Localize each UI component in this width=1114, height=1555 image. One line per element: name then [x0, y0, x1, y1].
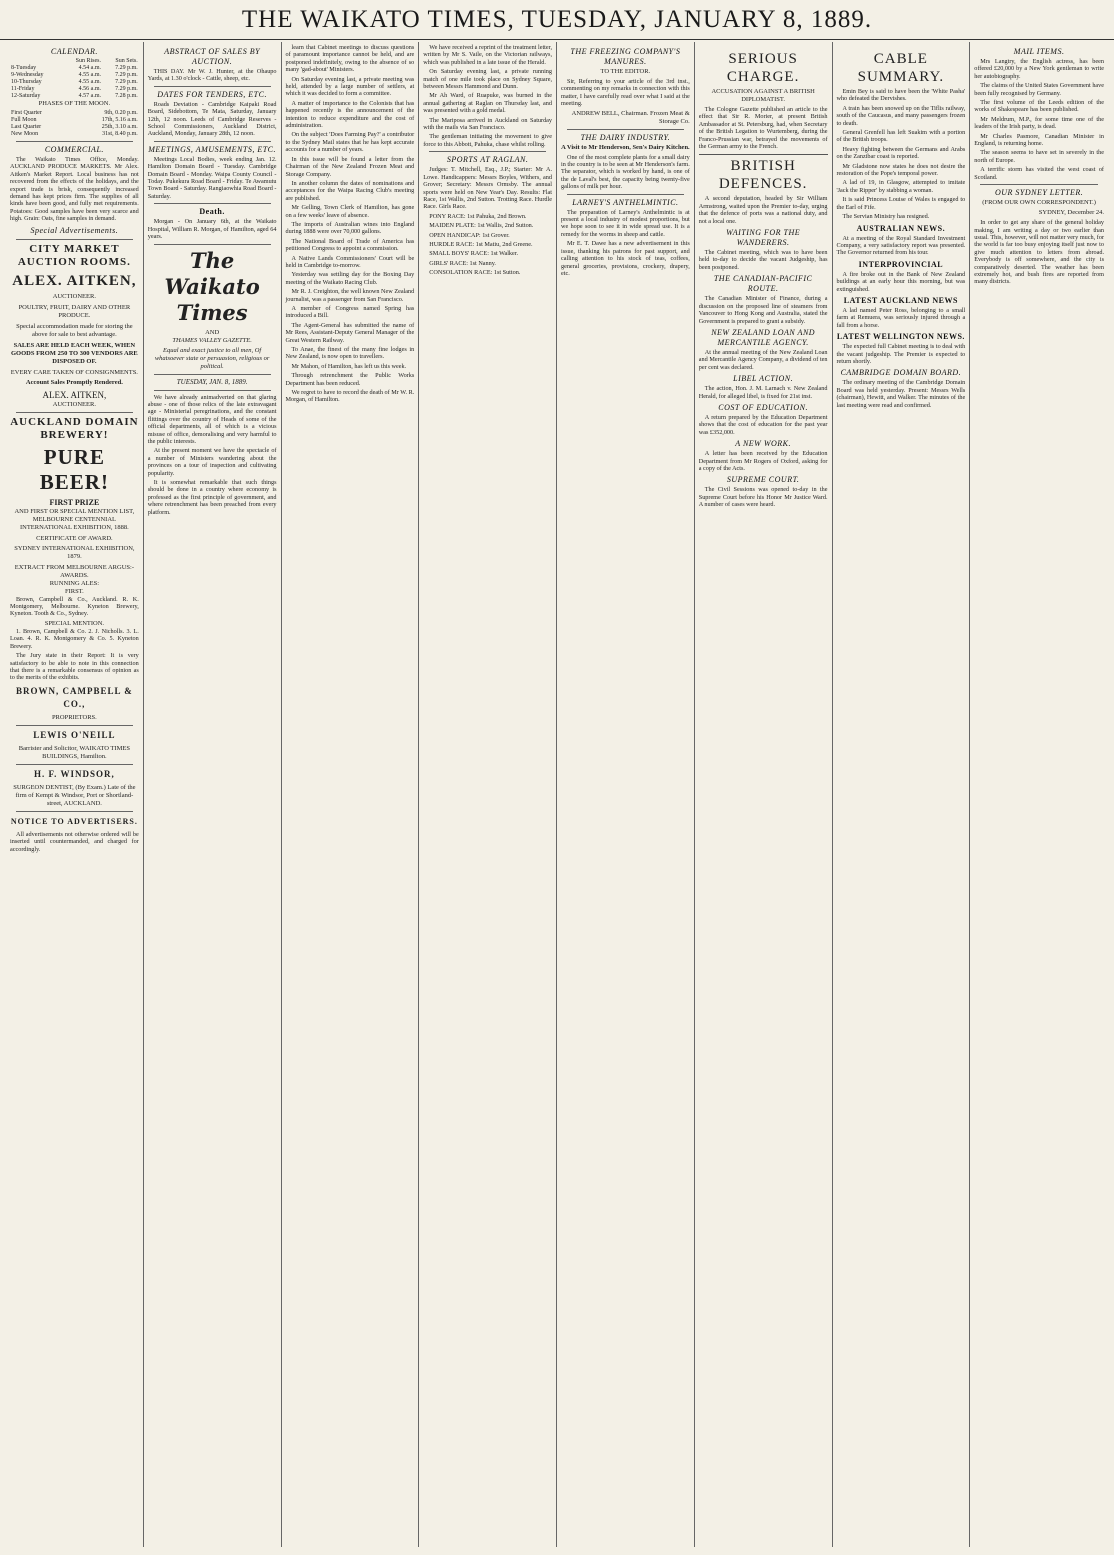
editorial-para-1: We have already animadverted on that glaring abuse - one of those relics of the late extravagant age - Ministerial peregrinations, and the constant flittings over the country of Heads of some of the official departments, all of which is a vicious misuse of office, demoralising and very harmful to the public interests.	[147, 393, 277, 445]
table-row	[10, 124, 139, 131]
cal-rise: 4.57 a.m.	[78, 93, 102, 99]
editorial-para-3: It is somewhat remarkable that such things should be done in a country where economy is professed as the first principle of government, and where retrenchment has been preached from every platform.	[147, 478, 277, 516]
column-2	[144, 42, 282, 1547]
extract-line: EXTRACT FROM MELBOURNE ARGUS:-	[14, 563, 134, 571]
dairy-text: One of the most complete plants for a small dairy in the country is to be seen at Mr Henderson's farm. The separator, which is worked by hand, is one of the de Laval's best, the capacity being twenty-five gallons of milk per hour.	[561, 153, 690, 191]
cambridge-heading: CAMBRIDGE DOMAIN BOARD.	[840, 368, 962, 378]
result-item: HURDLE RACE: 1st Matiu, 2nd Greene.	[429, 240, 533, 248]
auctioneer-label-2: AUCTIONEER.	[52, 400, 96, 408]
phase-time: 31st, 8.40 p.m.	[102, 131, 138, 137]
serious-text: The Cologne Gazette published an article to the effect that Sir R. Morier, at present British Ambassador at St. Petersburg, had, when Secretary of the British Legation to Wurtemberg, during the Franco-Prussian war, betrayed the movements of the German army to the French.	[698, 106, 828, 151]
wellington-news-text: The expected full Cabinet meeting is to deal with the vacant judgeship. The Premier is expected to return shortly.	[836, 343, 966, 365]
phase-name: Full Moon	[11, 117, 37, 123]
phase-time: 17th, 5.16 a.m.	[101, 117, 138, 123]
cal-day: 10-Thursday	[11, 79, 42, 85]
cal-set: 7.29 p.m.	[115, 72, 138, 78]
lewis-oneill: LEWIS O'NEILL	[33, 729, 116, 740]
mail-item: Mr Charles Pasmore, Canadian Minister in England, is returning home.	[974, 132, 1104, 148]
certificate-line: CERTIFICATE OF AWARD.	[36, 534, 113, 542]
every-care-line: EVERY CARE TAKEN OF CONSIGNMENTS.	[10, 368, 138, 376]
divider	[567, 194, 684, 195]
canadian-heading: THE CANADIAN-PACIFIC ROUTE.	[713, 274, 813, 294]
cal-day: 9-Wednesday	[11, 72, 44, 78]
phase-name: New Moon	[11, 131, 39, 137]
cable-item: Heavy fighting between the Germans and Arabs on the Zanzibar coast is reported.	[836, 145, 966, 161]
table-row	[10, 65, 139, 72]
table-row	[10, 72, 139, 79]
paper-title: The Waikato Times	[164, 247, 260, 325]
divider	[980, 184, 1098, 185]
note-item: Through retrenchment the Public Works Department has been reduced.	[285, 372, 415, 387]
col3-para-4: On the subject 'Does Farming Pay?' a contributor to the Sydney Mail states that he has kept accurate accounts for a number of years.	[285, 131, 415, 154]
special-mention-line: SPECIAL MENTION.	[44, 619, 105, 627]
col4-para-1: We have received a reprint of the treatment letter, written by Mr S. Vaile, on the Victorian railways, which was published in a late issue of the Herald.	[423, 44, 552, 66]
jury-text: The Jury state in their Report: It is very satisfactory to be able to note in this connection that there is a remarkable consensus of opinion as to the merits of the exhibits.	[10, 652, 139, 682]
mail-item: The season seems to have set in severely in the north of Europe.	[974, 149, 1104, 164]
cal-set: 7.29 p.m.	[115, 79, 138, 85]
masthead-title: THE WAIKATO TIMES, TUESDAY, JANUARY 8, 1889.	[241, 6, 873, 33]
defences-heading: BRITISH DEFENCES.	[699, 154, 828, 193]
result-item: GIRLS' RACE: 1st Nanny.	[429, 259, 496, 267]
serious-heading: SERIOUS CHARGE.	[726, 51, 800, 85]
running-ales-line: RUNNING ALES:	[49, 579, 100, 587]
cal-col-0	[10, 58, 61, 65]
notice-text: All advertisements not otherwise ordered will be inserted until countermanded, and charged for accordingly.	[10, 830, 139, 853]
education-heading: COST OF EDUCATION.	[718, 402, 808, 412]
nzloan-heading: NEW ZEALAND LOAN AND MERCANTILE AGENCY.	[711, 327, 816, 347]
cal-rise: 4.55 a.m.	[78, 79, 102, 85]
issue-date: TUESDAY, JAN. 8, 1889.	[176, 377, 248, 386]
table-row	[10, 131, 139, 138]
note-item: Mr Gelling, Town Clerk of Hamilton, has gone on a few weeks' leave of absence.	[285, 204, 415, 219]
melbourne-line: AND FIRST OR SPECIAL MENTION LIST, MELBOURNE CENTENNIAL INTERNATIONAL EXHIBITION, 1888.	[14, 507, 135, 531]
dairy-subheading: A Visit to Mr Henderson, Sen's Dairy Kitchen.	[561, 143, 690, 151]
abstract-heading: ABSTRACT OF SALES BY AUCTION.	[164, 47, 261, 66]
cal-set: 7.28 p.m.	[115, 93, 138, 99]
sydney-letter-heading: OUR SYDNEY LETTER.	[994, 188, 1084, 198]
larney-heading: LARNEY'S ANTHELMINTIC.	[572, 197, 679, 207]
sydney-date: SYDNEY, December 24.	[1038, 209, 1104, 217]
result-item: OPEN HANDICAP: 1st Grover.	[429, 231, 510, 239]
interprovincial-heading: INTERPROVINCIAL	[858, 259, 944, 269]
cal-col-1: Sun Rises.	[75, 58, 102, 64]
divider	[154, 390, 271, 391]
cal-set: 7.29 p.m.	[115, 65, 138, 71]
first-line: FIRST.	[64, 587, 84, 595]
frozen-signature: ANDREW BELL, Chairman. Frozen Meat & Storage Co.	[571, 109, 690, 125]
newwork-text: A letter has been received by the Education Department from Mr Rogers of Oxford, asking for a copy of the Acts.	[698, 450, 828, 472]
proprietors-label: PROPRIETORS.	[51, 713, 97, 721]
abstract-text: THIS DAY. Mr W. J. Hunter, at the Ohaupo Yards, at 1.30 o'clock - Cattle, sheep, etc.	[147, 68, 277, 83]
commercial-heading: COMMERCIAL.	[44, 145, 104, 154]
australian-text: At a meeting of the Royal Standard Investment Company, a very satisfactory report was presented. The Governor returned from his tour.	[836, 234, 966, 257]
special-ads-heading: Special Advertisements.	[30, 225, 119, 235]
col3-para-1: learn that Cabinet meetings to discuss questions of paramount importance cannot be held, and are postponed indefinitely, owing to the absence of so many 'gad-about' Ministers.	[285, 44, 415, 74]
phases-heading: PHASES OF THE MOON.	[38, 100, 111, 107]
waiting-heading: WAITING FOR THE WANDERERS.	[726, 228, 801, 248]
col3-para-2: On Saturday evening last, a private meeting was held, attended by a large number of settlers, at which it was decided to form a committee.	[285, 75, 415, 98]
note-item: A Native Lands Commissioners' Court will be held in Cambridge to-morrow.	[285, 254, 415, 269]
calendar-heading: CALENDAR.	[50, 47, 98, 56]
city-mart-heading: CITY MARKET AUCTION ROOMS.	[17, 242, 131, 268]
sydney-text: In order to get any share of the general holiday making, I am writing a day or two earlier than usual. This, however, will not matter very much, for the world is far too busy enjoying itself just now to give much attention to letters from abroad. Everybody is off somewhere, and the city is comparatively deserted. The weather has been extremely hot, and bush fires are reported from many districts.	[974, 219, 1104, 286]
cal-rise: 4.56 a.m.	[78, 86, 102, 92]
account-sales-line: Account Sales Promptly Rendered.	[25, 378, 123, 386]
defences-text: A second deputation, headed by Sir William Armstrong, waited upon the Premier to-day, urging that the defence of ports was a national duty, and not a local one.	[698, 195, 828, 225]
libel-heading: LIBEL ACTION.	[733, 374, 794, 384]
windsor-name: H. F. WINDSOR,	[33, 768, 115, 779]
cal-rise: 4.54 a.m.	[78, 65, 102, 71]
cable-item: It is said Princess Louise of Wales is engaged to the Earl of Fife.	[836, 196, 966, 211]
note-item: The imports of Australian wines into England during 1888 were over 70,000 gallons.	[285, 220, 415, 236]
mail-item: Mrs Langtry, the English actress, has been offered £20,000 by a New York gentleman to write her autobiography.	[974, 58, 1104, 80]
divider	[154, 203, 271, 204]
cable-item: The Servian Ministry has resigned.	[842, 213, 930, 221]
result-item: PONY RACE: 1st Pahuka, 2nd Brown.	[429, 212, 527, 220]
frozen-heading: THE FREEZING COMPANY'S MANURES.	[570, 47, 681, 66]
awards-line: AWARDS.	[60, 571, 89, 579]
cal-col-2: Sun Sets.	[115, 58, 138, 64]
phase-name: First Quarter	[11, 110, 42, 116]
frozen-to-editor: TO THE EDITOR.	[600, 68, 651, 75]
cable-heading: CABLE SUMMARY.	[857, 51, 945, 85]
table-row	[10, 110, 139, 117]
divider	[16, 811, 133, 812]
note-item: Mr R. J. Creighton, the well known New Zealand journalist, was a passenger from San Francisco.	[285, 288, 415, 303]
table-row	[10, 117, 139, 124]
accommodation-line: Special accommodation made for storing the above for sale to best advantage.	[16, 322, 133, 338]
divider	[16, 141, 133, 142]
calendar-table	[10, 58, 139, 100]
aitken-name-2: ALEX. AITKEN,	[42, 389, 107, 400]
supreme-text: The Civil Sessions was opened to-day in the Supreme Court before his Honor Mr Justice Ward. A number of cases were heard.	[698, 486, 828, 509]
note-item: The National Board of Trade of America has petitioned Congress to appoint a commission.	[285, 237, 415, 253]
table-row	[10, 86, 139, 93]
cal-day: 8-Tuesday	[11, 65, 37, 71]
phase-name: Last Quarter	[11, 124, 42, 130]
phase-time: 9th, 0.20 p.m.	[104, 110, 138, 116]
sydney-exhibition-line: SYDNEY INTERNATIONAL EXHIBITION, 1879.	[14, 544, 135, 560]
dates-text: Roads Deviation - Cambridge Kaipaki Road Board, Sidebottom, Te Mata, Saturday, January 12th, 12 noon. Leeds of Cambridge Reserves - School Commissioners, Auckland District, Auckland, Monday, January 28th, 12 noon.	[147, 100, 277, 138]
libel-text: The action, Hon. J. M. Larnach v. New Zealand Herald, for alleged libel, is fixed for 21st inst.	[698, 385, 828, 400]
brewery-heading: AUCKLAND DOMAIN BREWERY!	[10, 415, 139, 441]
poultry-line: POULTRY, FRUIT, DAIRY AND OTHER PRODUCE.	[18, 303, 131, 319]
column-4	[419, 42, 557, 1547]
col4-para-3: Mr Ah Ward, of Ruapuke, was burned in the annual gathering at Raglan on Thursday last, and was presented with a gold medal.	[423, 92, 552, 115]
paper-motto: Equal and exact justice to all men, Of whatsoever state or persuasion, religious or political.	[154, 346, 270, 370]
col4-para-5: The gentleman initiating the movement to give force to this Abbott, Pahuka, chase whilst rolling.	[423, 133, 552, 148]
note-item: A member of Congress named Spring has introduced a Bill.	[285, 305, 415, 320]
result-item: SMALL BOYS' RACE: 1st Walker.	[429, 250, 519, 258]
divider	[16, 725, 133, 726]
first-prize: FIRST PRIZE	[49, 497, 100, 507]
newwork-heading: A NEW WORK.	[735, 439, 792, 449]
sports-text: Judges: T. Mitchell, Esq., J.P.; Starter: Mr A. Lowe. Handicappers: Messrs Boyles, Withers, and Grover; Secretary: Messrs Ormsby. The annual sports were held on New Year's Day. Results: Flat Race, 1st Wallis, 2nd Sutton. Trotting Race. Hurdle Race. Girls Race.	[423, 166, 552, 211]
note-item: Yesterday was settling day for the Boxing Day meeting of the Waikato Racing Club.	[285, 271, 415, 286]
col4-para-2: On Saturday evening last, a private running match of one mile took place on Sydney Square, between Messrs Hammond and Dunn.	[423, 68, 552, 91]
barrister-line: Barrister and Solicitor, WAIKATO TIMES BUILDINGS, Hamilton.	[18, 744, 130, 760]
frozen-text: Sir, Referring to your article of the 3rd inst., commenting on my remarks in connection with this matter, I have carefully read over what I said at the meeting.	[561, 78, 690, 108]
divider	[16, 239, 133, 240]
note-item: The Agent-General has submitted the name of Mr Rees, Assistant-Deputy General Manager of the Great Western Railway.	[285, 321, 415, 344]
phase-time: 25th, 3.10 a.m.	[101, 124, 138, 130]
canadian-text: The Canadian Minister of Finance, during a discussion on the proposed line of steamers from Vancouver to Hong Kong and Australia, stated the Government is prepared to grant a subsidy.	[698, 295, 828, 325]
divider	[154, 244, 271, 245]
interprovincial-text: A fire broke out in the Bank of New Zealand buildings at an early hour this morning, but was extinguished.	[836, 270, 966, 293]
divider	[154, 374, 271, 375]
meetings-heading: MEETINGS, AMUSEMENTS, ETC.	[148, 144, 276, 154]
masthead	[0, 0, 1114, 40]
editorial-para-2: At the present moment we have the spectacle of a number of Ministers wandering about the provinces on a tour of inspection and cultivating popularity.	[147, 447, 277, 477]
supreme-heading: SUPREME COURT.	[726, 475, 800, 485]
mail-item: Mr Meldrum, M.P., for some time one of the leaders of the Irish party, is dead.	[974, 115, 1104, 131]
cal-rise: 4.55 a.m.	[78, 72, 102, 78]
pure-beer-heading: PURE BEER!	[39, 444, 109, 494]
australian-heading: AUSTRALIAN NEWS.	[856, 223, 946, 233]
result-item: CONSOLATION RACE: 1st Sutton.	[429, 269, 521, 277]
mail-heading: MAIL ITEMS.	[1013, 47, 1065, 56]
aitken-name: ALEX. AITKEN,	[12, 272, 137, 289]
divider	[154, 141, 271, 142]
mail-item: The first volume of the Leeds edition of the works of Shakespeare has been published.	[974, 99, 1104, 114]
note-item: Mr Mahon, of Hamilton, has left us this week.	[291, 362, 407, 370]
cable-item: Emin Bey is said to have been the 'White Pasha' who defeated the Dervishes.	[836, 88, 966, 103]
dawe-text: Mr E. T. Dawe has a new advertisement in this issue, thanking his patrons for past support, and calling attention to his stock of teas, coffees, general groceries, provisions, crockery, drapery, etc.	[561, 240, 690, 277]
dates-heading: DATES FOR TENDERS, ETC.	[157, 89, 267, 99]
paper-subtitle: THAMES VALLEY GAZETTE.	[172, 336, 252, 344]
brown-campbell: BROWN, CAMPBELL & CO.,	[15, 685, 133, 709]
column-1	[6, 42, 144, 1547]
larney-text: The preparation of Larney's Anthelmintic is at present a local industry of modest proportions, but we hope soon to see it in wide spread use. It is a remedy for the worms in sheep and cattle.	[561, 208, 690, 238]
cable-item: A lad of 19, in Glasgow, attempted to imitate 'Jack the Ripper' by stabbing a woman.	[836, 179, 966, 194]
table-row	[10, 79, 139, 86]
dentist-line: SURGEON DENTIST, (By Exam.) Late of the firm of Kempt & Windsor, Port or Shortland-street, AUCKLAND.	[13, 783, 136, 807]
cambridge-text: The ordinary meeting of the Cambridge Domain Board was held yesterday. Present: Messrs Wells (chairman), Hewitt, and Walker. The minutes of the last meeting were read and confirmed.	[836, 379, 966, 409]
divider	[429, 151, 546, 152]
column-5	[557, 42, 695, 1547]
sports-heading: SPORTS AT RAGLAN.	[446, 155, 529, 165]
col4-para-4: The Mariposa arrived in Auckland on Saturday with the mails via San Francisco.	[423, 116, 552, 132]
column-3	[282, 42, 420, 1547]
cal-day: 11-Friday	[11, 86, 35, 92]
cal-day: 12-Saturday	[11, 93, 41, 99]
dairy-heading: THE DAIRY INDUSTRY.	[580, 132, 671, 142]
sydney-from: (FROM OUR OWN CORRESPONDENT.)	[982, 199, 1096, 207]
column-8	[970, 42, 1108, 1547]
newspaper-columns	[6, 42, 1108, 1547]
note-item: We regret to have to record the death of Mr W. R. Morgan, of Hamilton.	[285, 389, 415, 404]
divider	[16, 412, 133, 413]
wellington-news-heading: LATEST WELLINGTON NEWS.	[836, 332, 965, 342]
mail-item: A terrific storm has visited the west coast of Scotland.	[974, 166, 1104, 181]
notice-heading: NOTICE TO ADVERTISERS.	[10, 816, 138, 826]
sales-held-line: SALES ARE HELD EACH WEEK, WHEN GOODS FROM 250 TO 300 VENDORS ARE DISPOSED OF.	[10, 341, 138, 365]
auctioneer-label: AUCTIONEER.	[52, 292, 96, 300]
result-item: MAIDEN PLATE: 1st Wallis, 2nd Sutton.	[429, 222, 534, 230]
cable-item: Mr Gladstone now states he does not desire the restoration of the Pope's temporal power.	[836, 162, 966, 178]
note-item: To Anae, the finest of the many fine lodges in New Zealand, is now open to travellers.	[285, 346, 415, 361]
divider	[567, 129, 684, 130]
paper-and: AND	[205, 328, 220, 336]
auckland-news-heading: LATEST AUCKLAND NEWS	[843, 295, 958, 305]
column-6	[695, 42, 833, 1547]
phases-table	[10, 110, 139, 138]
cal-set: 7.29 p.m.	[115, 86, 138, 92]
education-text: A return prepared by the Education Department shows that the cost of education for the past year was £352,000.	[698, 413, 828, 436]
cable-item: General Grenfell has left Suakim with a portion of the British troops.	[836, 129, 966, 144]
cable-item: A train has been snowed up on the Tiflis railway, south of the Caucasus, and many passengers frozen to death.	[836, 104, 966, 127]
death-heading: Death.	[199, 207, 225, 217]
special-list: 1. Brown, Campbell & Co. 2. J. Nicholls. 3. L. Loan. 4. R. K. Montgomery & Co. 5. Kyneton Brewery.	[10, 627, 139, 650]
meetings-text: Meetings Local Bodies, week ending Jan. 12. Hamilton Domain Board - Tuesday. Cambridge Domain Board - Monday. Waipa County Council - Today. Pukekura Road Board - Friday. Te Awamutu Town Board - Saturday. Rangiaowhia Road Board - Saturday.	[147, 155, 277, 200]
waiting-text: The Cabinet meeting, which was to have been held to-day to decide the vacant Judgeship, has been postponed.	[698, 249, 828, 271]
col3-para-5: In this issue will be found a letter from the Chairman of the New Zealand Frozen Meat and Storage Company.	[285, 155, 415, 178]
divider	[154, 86, 271, 87]
col3-para-3: A matter of importance to the Colonists that has happened recently is the announcement of the intention to reduce expenditure and the cost of administration.	[285, 99, 415, 130]
auckland-news-text: A lad named Peter Ross, belonging to a small farm at Remuera, was seriously injured through a fall from a horse.	[836, 306, 966, 329]
divider	[16, 764, 133, 765]
table-row	[10, 93, 139, 100]
column-7	[833, 42, 971, 1547]
first-list: Brown, Campbell & Co., Auckland. R. K. Montgomery, Melbourne. Kyneton Brewery, Kyneton. Tooth & Co., Sydney.	[10, 595, 139, 618]
mail-item: The claims of the United States Government have been fully recognised by Germany.	[974, 82, 1104, 97]
nzloan-text: At the annual meeting of the New Zealand Loan and Mercantile Agency Company, a dividend of ten per cent was declared.	[698, 348, 828, 371]
col3-para-6: In another column the dates of nominations and acceptances for the Waipa Racing Club's meeting are published.	[285, 179, 415, 202]
serious-subheading: ACCUSATION AGAINST A BRITISH DIPLOMATIST.	[711, 88, 815, 103]
death-text: Morgan - On January 6th, at the Waikato Hospital, William R. Morgan, of Hamilton, aged 64 years.	[147, 218, 277, 241]
commercial-text: The Waikato Times Office, Monday. AUCKLAND PRODUCE MARKETS. Mr Alex. Aitken's Market Report. Local business has not recovered from the effects of the holidays, and the export trade is brisk, consequently increased demand has kept prices firm. The supplies of all kinds have been good, and fully met requirements. Potatoes: Good samples have been very scarce and high. Grain: Oats, fine samples in demand.	[10, 156, 139, 223]
